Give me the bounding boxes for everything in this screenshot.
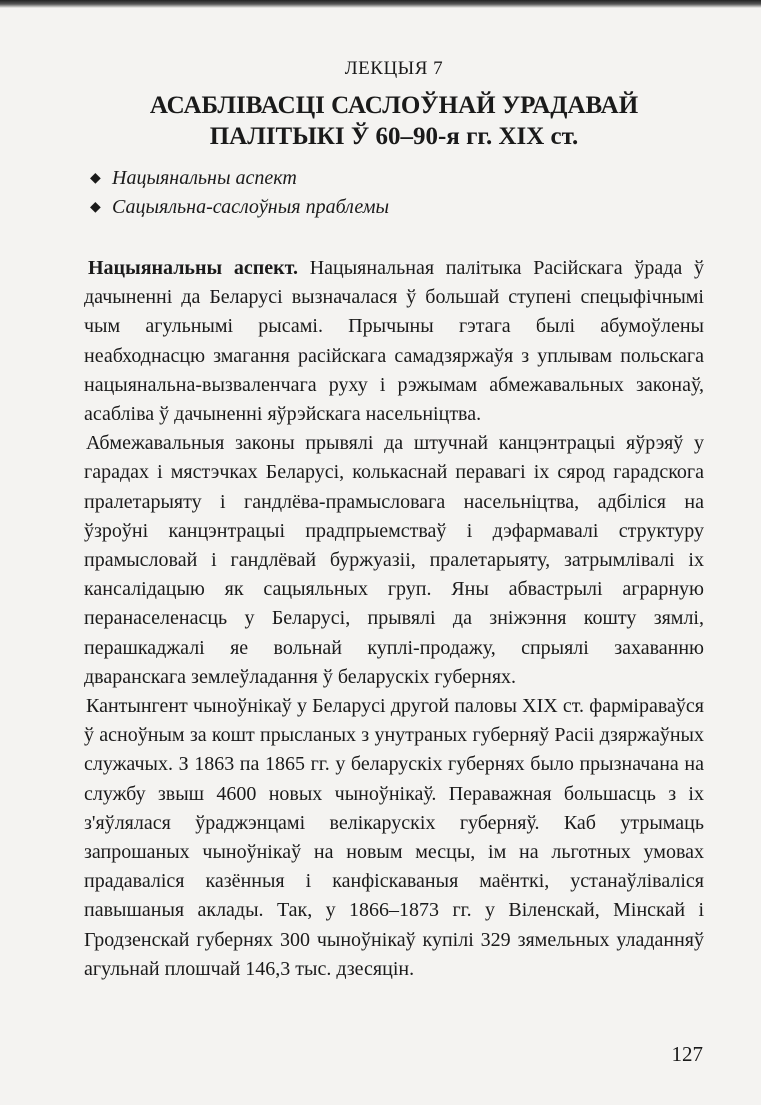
bullet-icon: ◆ bbox=[90, 171, 101, 186]
topic-list bbox=[90, 164, 704, 222]
lecture-label: ЛЕКЦЫЯ 7 bbox=[344, 58, 444, 79]
paragraph-text: Нацыянальная палітыка Расійскага ўрада ў дачыненні да Беларусі вызначалася ў большай ступені спецыфічнымі чым агульнымі рысамі. Прычыны гэтага былі абумоўлены неабходнасцю змагання расійскага самадзяржаўя з уплывам польскага нацыянальна-вызваленчага руху і рэжымам абмежавальных законаў, асабліва ў дачыненні яўрэйскага насельніцтва. bbox=[84, 257, 704, 426]
paragraph-restrictive-laws bbox=[84, 429, 704, 692]
lecture-title bbox=[84, 90, 704, 152]
lecture-title-line-1: АСАБЛІВАСЦІ САСЛОЎНАЙ УРАДАВАЙ bbox=[149, 92, 639, 119]
paragraph-national-aspect bbox=[84, 254, 704, 429]
topic-label: Сацыяльна-саслоўныя праблемы bbox=[112, 196, 390, 218]
topic-label: Нацыянальны аспект bbox=[112, 167, 297, 189]
book-page bbox=[84, 58, 704, 984]
bullet-icon: ◆ bbox=[90, 200, 101, 215]
topic-item bbox=[90, 193, 704, 222]
paragraph-officials bbox=[84, 692, 704, 984]
page-top-edge bbox=[0, 0, 761, 8]
paragraph-text: Кантынгент чыноўнікаў у Беларусі другой паловы XIX ст. фарміраваўся ў асноўным за кошт прысланых з унутраных губерняў Расіі дзяржаўных служачых. З 1863 па 1865 гг. у беларускіх губернях было прызначана на службу звыш 4600 новых чыноўнікаў. Пераважная большасць з іх з'яўлялася ўраджэнцамі велікарускіх губерняў. Каб утрымаць запрошаных чыноўнікаў на новым месцы, ім на льготных умовах прадаваліся казённыя і канфіскаваныя маёнткі, устанаўліваліся павышаныя аклады. Так, у 1866–1873 гг. у Віленскай, Мінскай і Гродзенскай губернях 300 чыноўнікаў купілі 329 зямельных уладанняў агульнай плошчай 146,3 тыс. дзесяцін. bbox=[84, 695, 704, 980]
paragraph-text: Абмежавальныя законы прывялі да штучнай канцэнтрацыі яўрэяў у гарадах і мястэчках Беларусі, колькаснай перавагі іх сярод гарадскога пралетарыяту і гандлёва-прамысловага насельніцтва, адбіліся на ўзроўні канцэнтрацыі прадпрыемстваў і дэфармавалі структуру прамысловай і гандлёвай буржуазіі, пралетарыяту, затрымлівалі іх кансалідацыю як сацыяльных груп. Яны абвастрылі аграрную перанаселенасць у Беларусі, прывялі да зніжэння кошту зямлі, перашкаджалі яе вольнай куплі-продажу, спрыялі захаванню дваранскага землеўладання ў беларускіх губернях. bbox=[84, 432, 704, 688]
page-number: 127 bbox=[671, 1042, 703, 1066]
topic-item bbox=[90, 164, 704, 193]
paragraph-lead-heading: Нацыянальны аспект. bbox=[88, 257, 298, 279]
lecture-title-line-2: ПАЛІТЫКІ Ў 60–90-я гг. XIX ст. bbox=[209, 123, 579, 150]
